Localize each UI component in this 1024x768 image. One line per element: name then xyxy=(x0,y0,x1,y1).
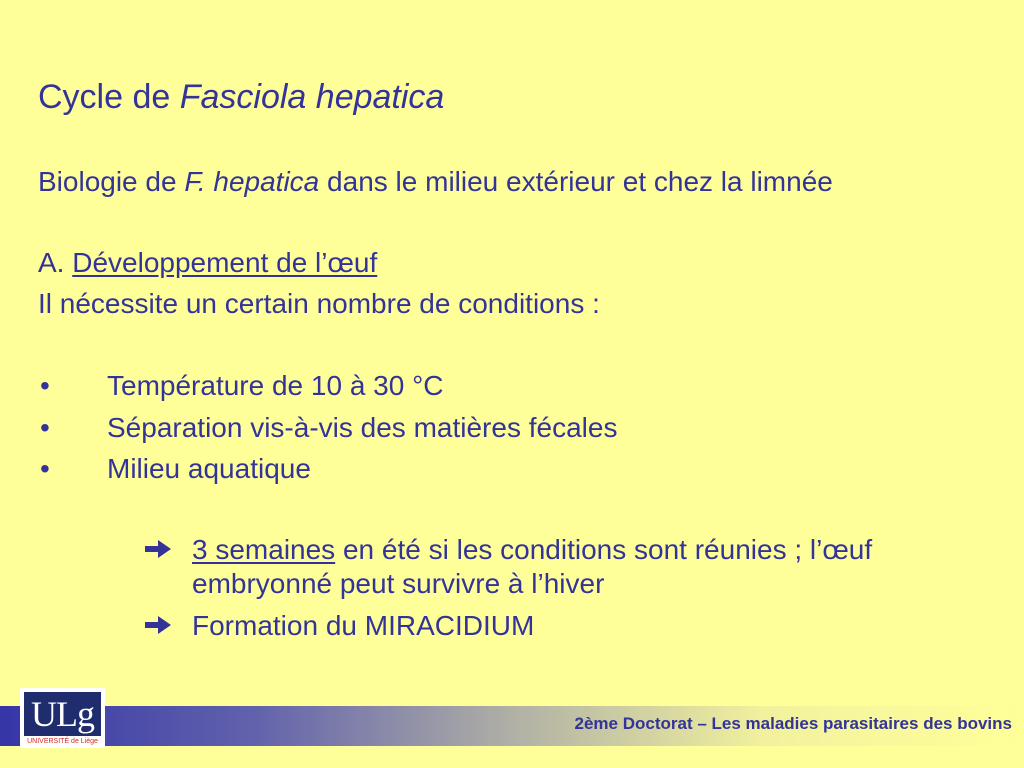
slide-title xyxy=(38,77,444,117)
intro-text: Il nécessite un certain nombre de conditions : xyxy=(38,288,600,319)
outcome-continuation: embryonné peut survivre à l’hiver xyxy=(192,568,605,599)
outcome-emphasis: 3 semaines xyxy=(192,534,336,565)
bullet-marker: • xyxy=(40,453,50,484)
bullet-text: Milieu aquatique xyxy=(107,453,311,484)
bullet-text: Séparation vis-à-vis des matières fécales xyxy=(107,412,618,443)
arrow-right-icon xyxy=(145,540,171,558)
outcome-text: en été si les conditions sont réunies ; l’œuf xyxy=(335,534,873,565)
footer-course-title: 2ème Doctorat – Les maladies parasitaires des bovins xyxy=(574,714,1012,733)
outcome-item xyxy=(192,533,872,601)
outcome-item: Formation du MIRACIDIUM xyxy=(192,610,535,641)
subtitle-prefix: Biologie de xyxy=(38,166,185,197)
section-title: Développement de l’œuf xyxy=(72,247,378,278)
subtitle-species: F. hepatica xyxy=(184,166,320,197)
title-prefix: Cycle de xyxy=(38,78,180,116)
slide-subtitle xyxy=(38,165,833,199)
section-label: A. xyxy=(38,247,73,278)
university-logo xyxy=(20,688,105,748)
title-species: Fasciola hepatica xyxy=(179,78,445,116)
subtitle-suffix: dans le milieu extérieur et chez la limnée xyxy=(319,166,833,197)
bullet-marker: • xyxy=(40,370,50,401)
logo-caption: UNIVERSITÉ de Liège xyxy=(27,738,98,745)
bullet-text: Température de 10 à 30 °C xyxy=(107,370,444,401)
section-heading xyxy=(38,246,377,280)
logo-text: ULg xyxy=(24,692,101,736)
arrow-right-icon xyxy=(145,616,171,634)
bullet-marker: • xyxy=(40,412,50,443)
